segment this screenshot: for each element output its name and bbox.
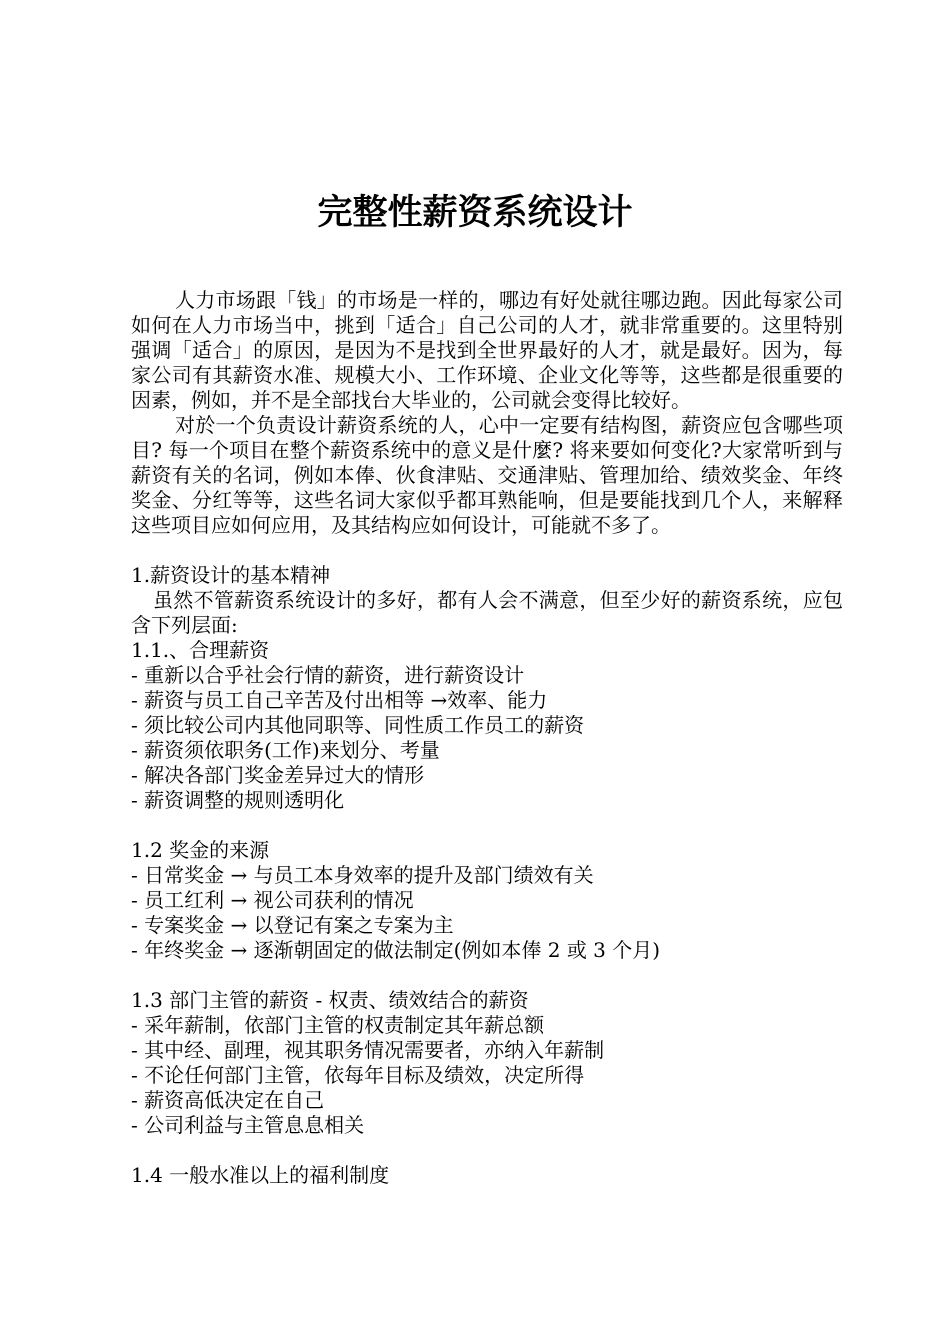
section-1-2-heading: 1.2 奖金的来源 xyxy=(131,838,270,862)
section-1 xyxy=(131,563,843,638)
list-item: - 解决各部门奖金差异过大的情形 xyxy=(131,763,425,787)
blank-line xyxy=(131,813,843,838)
list-item: - 专案奖金 → 以登记有案之专案为主 xyxy=(131,913,454,937)
section-1-heading: 1.薪资设计的基本精神 xyxy=(131,563,331,587)
list-item: - 员工红利 → 视公司获利的情况 xyxy=(131,888,414,912)
section-1-1-heading: 1.1.、合理薪资 xyxy=(131,638,270,662)
list-item: - 薪资须依职务(工作)来划分、考量 xyxy=(131,738,440,762)
list-item: - 采年薪制，依部门主管的权责制定其年薪总额 xyxy=(131,1013,545,1037)
list-item: - 公司利益与主管息息相关 xyxy=(131,1113,365,1137)
intro-paragraph-1: 人力市场跟「钱」的市场是一样的，哪边有好处就往哪边跑。因此每家公司如何在人力市场当中，挑到「适合」自己公司的人才，就非常重要的。这里特别强调「适合」的原因，是因为不是找到全世界最好的人才，就是最好。因为，每家公司有其薪资水准、规模大小、工作环境、企业文化等等，这些都是很重要的因素，例如，并不是全部找台大毕业的，公司就会变得比较好。 xyxy=(131,288,843,412)
section-1-4 xyxy=(131,1163,843,1188)
section-1-paragraph: 虽然不管薪资系统设计的多好，都有人会不满意，但至少好的薪资系统，应包含下列层面: xyxy=(131,588,843,637)
section-1-1 xyxy=(131,638,843,813)
list-item: - 重新以合乎社会行情的薪资，进行薪资设计 xyxy=(131,663,525,687)
section-1-4-heading: 1.4 一般水准以上的福利制度 xyxy=(131,1163,390,1187)
document-body xyxy=(131,288,843,1188)
intro-paragraph-2: 对於一个负责设计薪资系统的人，心中一定要有结构图，薪资应包含哪些项目? 每一个项目在整个薪资系统中的意义是什麼? 将来要如何变化?大家常听到与薪资有关的名词，例如本俸、伙食津贴、交通津贴、管理加给、绩效奖金、年终奖金、分红等等，这些名词大家似乎都耳熟能响，但是要能找到几个人，来解释这些项目应如何应用，及其结构应如何设计，可能就不多了。 xyxy=(131,413,843,537)
blank-line xyxy=(131,538,843,563)
list-item: - 不论任何部门主管，依每年目标及绩效，决定所得 xyxy=(131,1063,585,1087)
blank-line xyxy=(131,1138,843,1163)
section-1-3-heading: 1.3 部门主管的薪资 - 权责、绩效结合的薪资 xyxy=(131,988,529,1012)
list-item: - 日常奖金 → 与员工本身效率的提升及部门绩效有关 xyxy=(131,863,594,887)
section-1-2 xyxy=(131,838,843,963)
document-title: 完整性薪资系统设计 xyxy=(317,192,633,233)
list-item: - 薪资高低决定在自己 xyxy=(131,1088,325,1112)
list-item: - 其中经、副理，视其职务情况需要者，亦纳入年薪制 xyxy=(131,1038,605,1062)
list-item: - 薪资调整的规则透明化 xyxy=(131,788,345,812)
list-item: - 须比较公司内其他同职等、同性质工作员工的薪资 xyxy=(131,713,585,737)
list-item: - 年终奖金 → 逐渐朝固定的做法制定(例如本俸 2 或 3 个月) xyxy=(131,938,661,962)
list-item: - 薪资与员工自己辛苦及付出相等 →效率、能力 xyxy=(131,688,548,712)
blank-line xyxy=(131,963,843,988)
section-1-3 xyxy=(131,988,843,1138)
